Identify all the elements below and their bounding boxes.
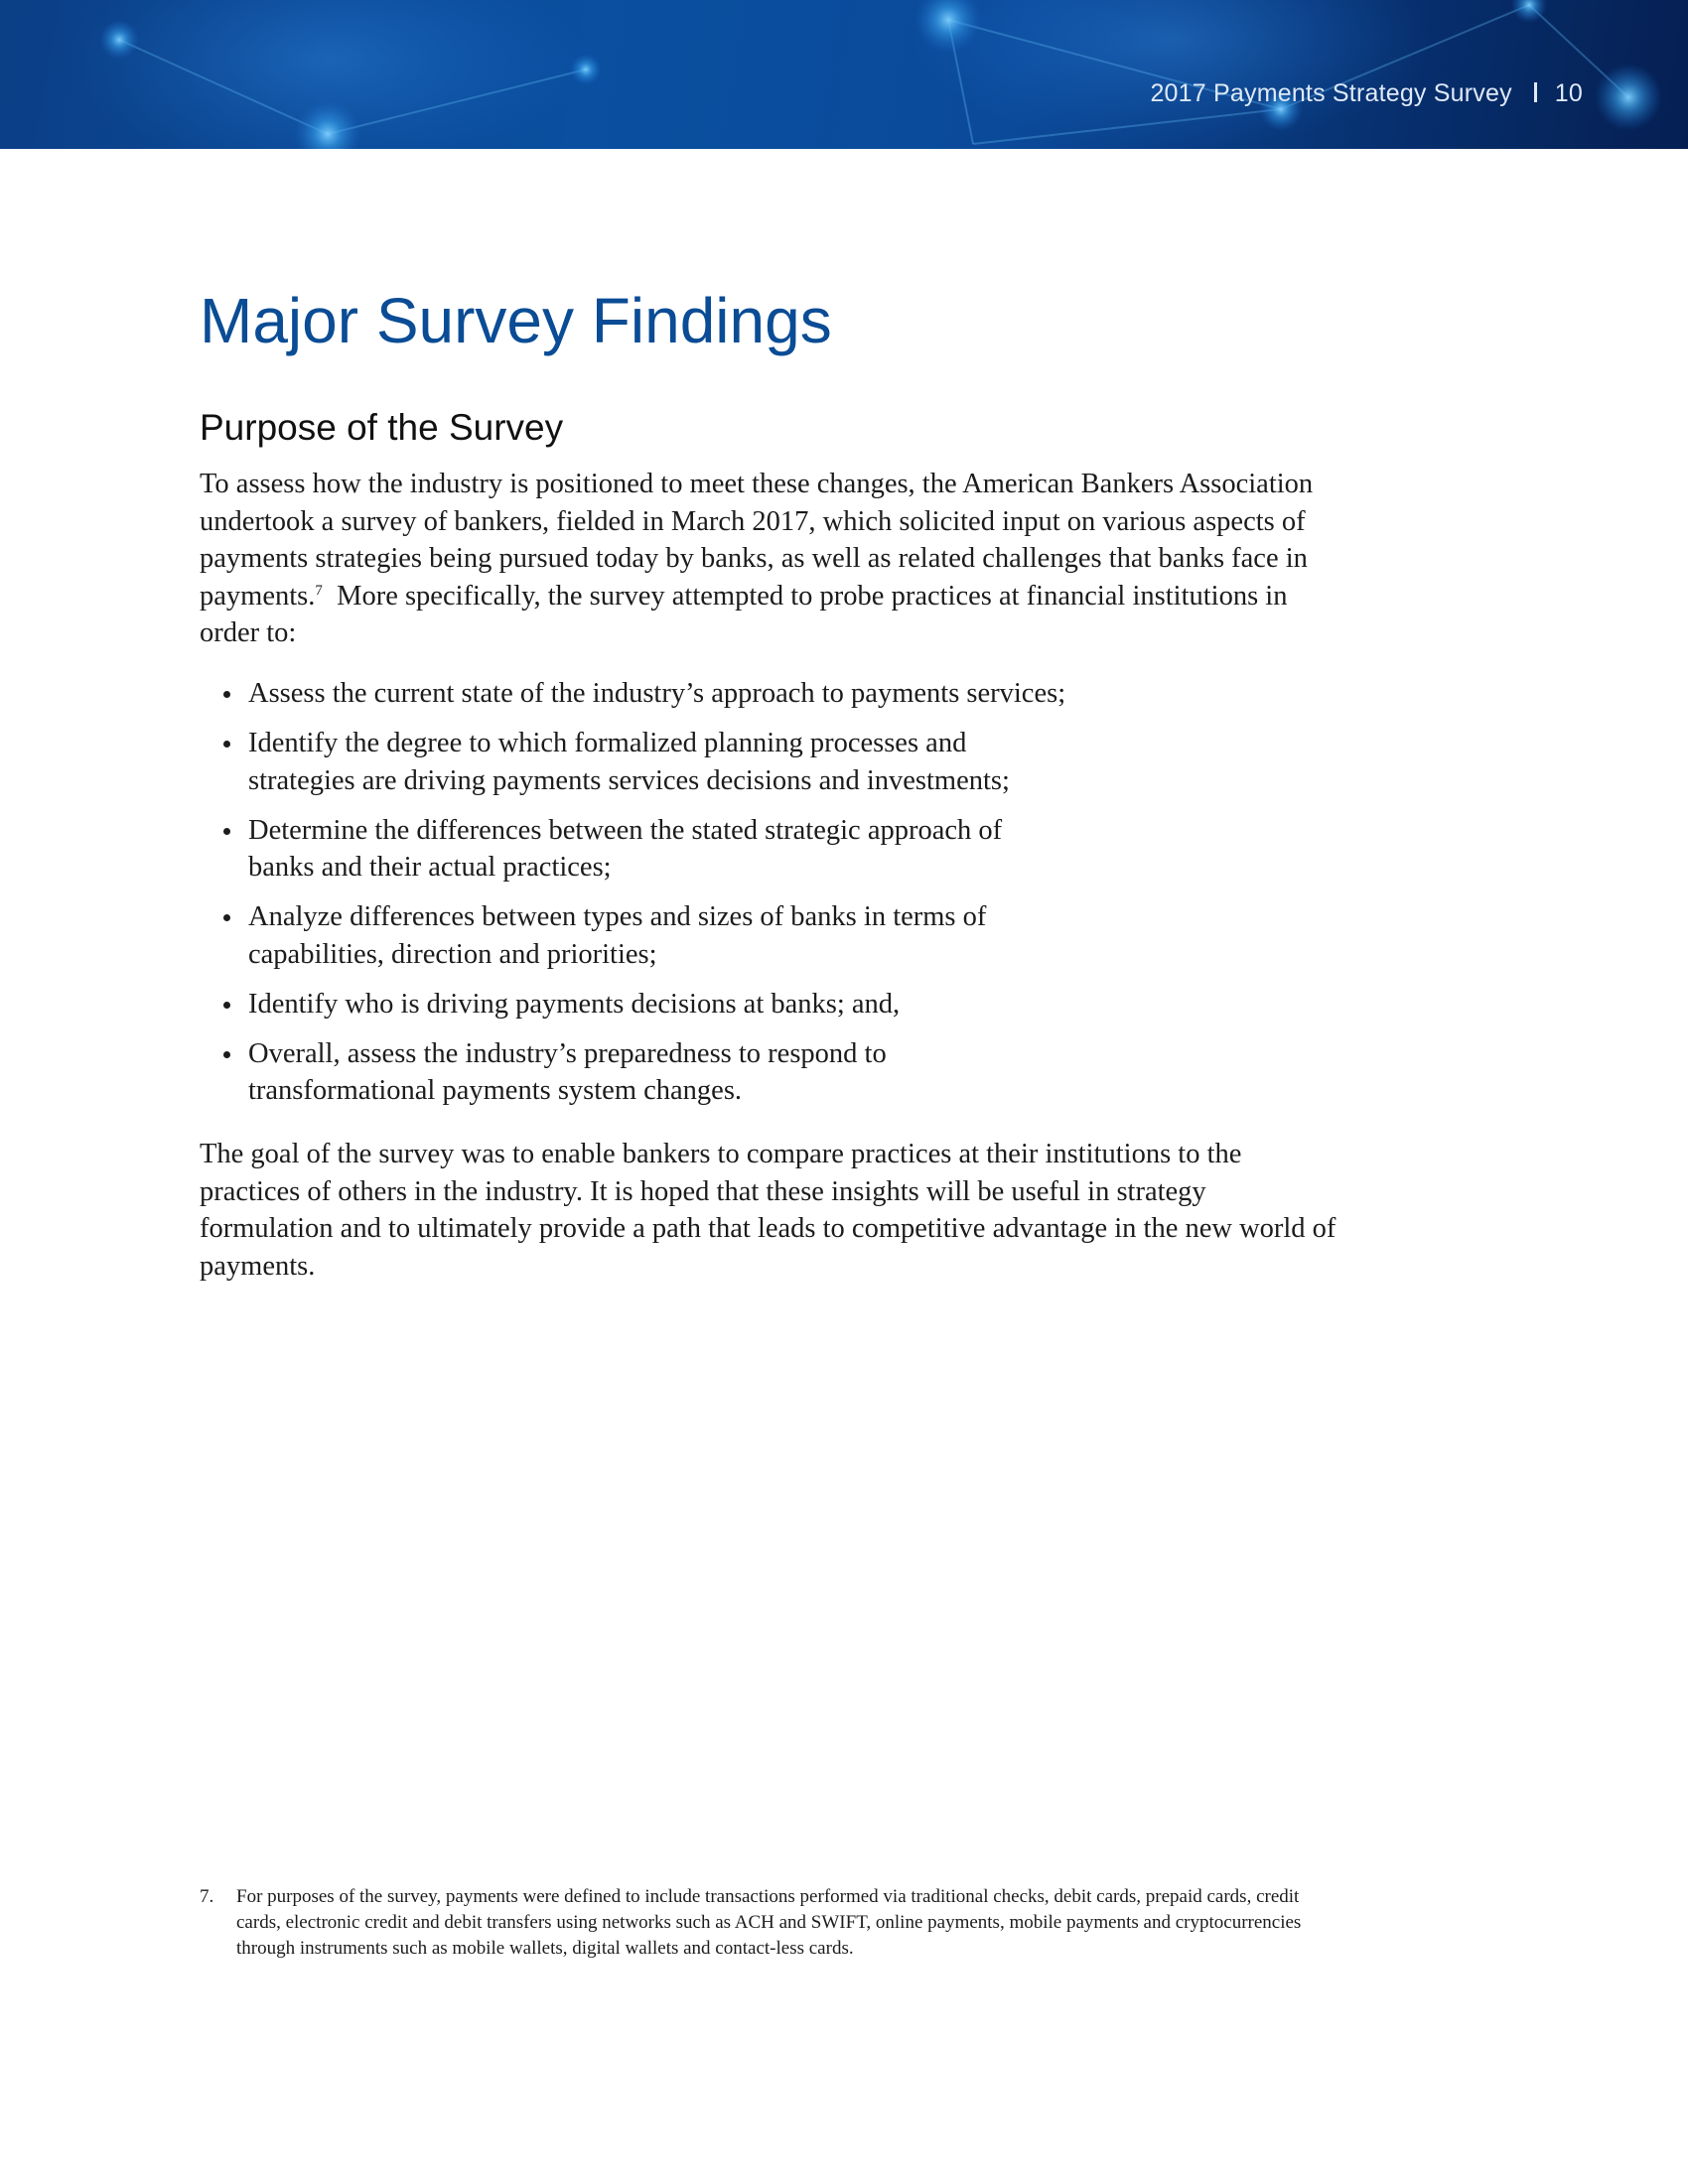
list-item	[200, 675, 1193, 713]
footnote	[200, 1884, 1341, 1962]
list-item-text: Identify who is driving payments decisions at banks; and,	[248, 988, 901, 1020]
footnote-reference[interactable]: 7	[315, 582, 323, 599]
list-item	[200, 986, 1193, 1024]
intro-paragraph	[200, 466, 1341, 652]
closing-paragraph: The goal of the survey was to enable bankers to compare practices at their institutions to the practices of others in the industry. It is hoped that these insights will be useful in strategy formulation and to ultimately provide a path that leads to competitive advantage in the new world of payments.	[200, 1139, 1336, 1282]
list-item	[200, 1035, 973, 1110]
bullet-icon	[223, 741, 230, 748]
section-heading: Purpose of the Survey	[200, 407, 564, 448]
bullet-icon	[223, 914, 230, 921]
footnote-text: For purposes of the survey, payments were defined to include transactions performed via traditional checks, debit cards, prepaid cards, credit cards, electronic credit and debit transfers using networks such as ACH and SWIFT, online payments, mobile payments and cryptocurrencies through instruments such as mobile wallets, digital wallets and contact-less cards.	[236, 1886, 1302, 1959]
list-item-text: Identify the degree to which formalized planning processes and strategies are driving payments services decisions and investments;	[248, 728, 1010, 796]
header-separator	[1534, 82, 1537, 102]
header-banner	[0, 0, 1688, 149]
intro-text-continued: More specifically, the survey attempted to probe practices at financial institutions in order to:	[200, 580, 1295, 648]
bullet-icon	[223, 828, 230, 835]
list-item-text: Assess the current state of the industry’s approach to payments services;	[248, 678, 1066, 709]
intro-text: To assess how the industry is positioned to meet these changes, the American Bankers Association undertook a survey of bankers, fielded in March 2017, which solicited input on various aspects of payments strategies being pursued today by banks, as well as related challenges that banks face in payments.	[200, 469, 1314, 612]
running-header	[1150, 79, 1583, 108]
page-number: 10	[1554, 79, 1583, 107]
objectives-list	[200, 675, 1193, 1122]
bullet-icon	[223, 1051, 230, 1058]
list-item	[200, 898, 1072, 973]
running-title: 2017 Payments Strategy Survey	[1150, 79, 1512, 107]
list-item	[200, 812, 1072, 887]
network-graphic	[0, 0, 1688, 149]
page-title: Major Survey Findings	[200, 285, 832, 356]
list-item-text: Determine the differences between the stated strategic approach of banks and their actual practices;	[248, 814, 1003, 883]
bullet-icon	[223, 691, 230, 698]
list-item-text: Overall, assess the industry’s preparedness to respond to transformational payments system changes.	[248, 1037, 887, 1106]
list-item	[200, 725, 1072, 799]
list-item-text: Analyze differences between types and sizes of banks in terms of capabilities, direction and priorities;	[248, 901, 987, 970]
footnote-number: 7.	[200, 1886, 214, 1907]
bullet-icon	[223, 1002, 230, 1009]
